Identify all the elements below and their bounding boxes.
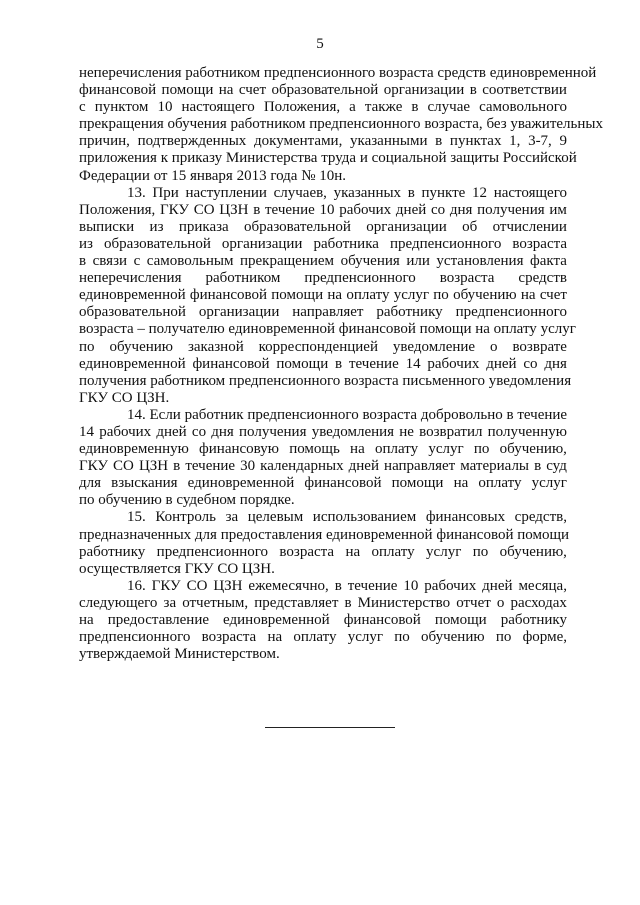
text-line [79, 372, 572, 390]
word: предпенсионного [309, 116, 425, 133]
word: на [350, 441, 369, 458]
word: в [79, 253, 90, 270]
word: на [79, 612, 98, 628]
word: работнику [79, 543, 150, 560]
text-line [79, 424, 567, 441]
word: также [364, 99, 407, 116]
word: финансовой [436, 526, 518, 543]
word: помощь [289, 441, 344, 458]
word: неперечисления [79, 65, 186, 81]
word: Министерство [357, 594, 454, 611]
word: ежемесячно, [248, 577, 333, 594]
word: им [549, 201, 567, 218]
text-line [79, 133, 567, 150]
word: ГКУ [151, 577, 185, 594]
word: получателю [148, 321, 229, 338]
word: об [462, 218, 482, 235]
word: письменного [402, 372, 489, 389]
word: дней [395, 201, 431, 218]
word: предоставления [220, 526, 326, 543]
word: обучению, [499, 441, 567, 458]
word: услуг [347, 629, 387, 646]
paragraph [79, 184, 576, 407]
word: выписки [79, 218, 138, 235]
word: неперечисления [79, 270, 186, 287]
word: соответствии [482, 82, 567, 99]
word: прекращения [79, 116, 168, 133]
text-line [79, 116, 603, 133]
word: на [267, 629, 286, 646]
word: дней [482, 577, 517, 594]
word: услуг [531, 475, 567, 492]
text-line [79, 287, 567, 304]
word: из [149, 218, 168, 235]
word: на [327, 287, 346, 304]
word: о [496, 594, 509, 611]
word: помощи [419, 321, 476, 338]
word: работник [184, 406, 248, 423]
word: взыскания [111, 475, 182, 492]
word: в [334, 577, 346, 594]
word: по [433, 287, 453, 304]
word: рабочих [339, 201, 395, 218]
word: финансовых [425, 509, 509, 526]
word: со [191, 423, 210, 440]
word: возраста [362, 406, 421, 423]
word: о [490, 338, 502, 355]
word: предназначенных [79, 526, 195, 543]
word: финансовой [343, 612, 425, 628]
word: организации [221, 235, 307, 252]
word: рабочих [427, 355, 484, 372]
text-line [79, 595, 567, 612]
word: обучению [453, 287, 521, 304]
word: образовательной [79, 304, 190, 321]
word: заказной [187, 338, 248, 355]
word: на [475, 321, 494, 338]
word: возраста [379, 65, 438, 81]
word: течение [517, 406, 568, 423]
word: связи [92, 253, 131, 270]
word: не [399, 423, 418, 440]
word: в [411, 99, 423, 116]
text-line: по обучению в судебном порядке. [79, 492, 295, 509]
word: получения [477, 201, 549, 218]
word: уведомления [488, 372, 572, 389]
word: При [152, 184, 183, 201]
word: корреспонденцией [258, 338, 382, 355]
word: рабочих [99, 423, 155, 440]
word: образовательной [104, 235, 215, 252]
word: единовременной [187, 475, 299, 492]
word: финансовой [189, 287, 271, 304]
text-line: утверждаемой Министерством. [79, 646, 280, 663]
text-line [79, 458, 567, 475]
word: за [225, 509, 242, 526]
word: причин, [79, 133, 134, 150]
text-line [79, 99, 567, 116]
word: СО [193, 201, 219, 218]
word: услуг [393, 287, 433, 304]
word: самовольным [146, 253, 238, 270]
word: направляет [292, 304, 368, 321]
word: документами, [253, 133, 347, 150]
word: факта [530, 253, 567, 270]
word: и [359, 150, 372, 167]
text-line [79, 339, 567, 356]
text-line [79, 407, 567, 424]
word: помощи [161, 82, 218, 99]
text-line [79, 150, 577, 167]
word: течение [347, 577, 402, 594]
word: добровольно [420, 406, 507, 423]
word: ГКУ [79, 458, 112, 475]
word: установления [436, 253, 528, 270]
word: 14 [405, 355, 425, 372]
word: услуг [540, 321, 576, 338]
word: услуг [428, 441, 468, 458]
word: предпенсионного [304, 270, 420, 287]
word: наступлении [185, 184, 271, 201]
word: течение [265, 201, 319, 218]
word: на [218, 82, 238, 99]
word: предпенсионного [455, 304, 567, 321]
word: суд [546, 458, 567, 475]
word: организации [198, 304, 284, 321]
word: указанными [350, 133, 432, 150]
word: работником [150, 372, 229, 389]
word: отчислении [492, 218, 567, 235]
word: прекращением [240, 253, 338, 270]
word: предпенсионного [79, 629, 195, 646]
text-line [79, 441, 567, 458]
word: финансовой [304, 475, 386, 492]
word: без [486, 116, 511, 133]
word: Контроль [155, 509, 220, 526]
word: работнику [500, 612, 567, 628]
word: счет [539, 287, 567, 304]
word: для [194, 526, 221, 543]
word: уведомления [311, 423, 398, 440]
text-line [79, 202, 567, 219]
word: Положения, [263, 99, 344, 116]
word: отчет [456, 594, 495, 611]
word: предпенсионного [263, 65, 380, 81]
word: – [137, 321, 149, 338]
text-line [79, 612, 567, 629]
word: приказа [178, 218, 233, 235]
word: по [79, 338, 99, 355]
word: ЦЗН [213, 577, 247, 594]
word: дней [486, 355, 521, 372]
word: на [453, 475, 472, 492]
word: финансовую [199, 441, 283, 458]
word: приказу [171, 150, 226, 167]
word: отчетным, [182, 594, 252, 611]
word: в [335, 355, 346, 372]
word: указанных [333, 184, 405, 201]
word: приложения [79, 150, 161, 167]
word: оплату [493, 321, 541, 338]
word: работника [313, 235, 383, 252]
word: течение [348, 355, 403, 372]
word: следующего [79, 594, 162, 611]
word: дня [544, 355, 567, 372]
text-line [79, 185, 567, 202]
word: предпенсионного [247, 406, 363, 423]
word: рабочих [424, 577, 481, 594]
word: единовременной [79, 355, 190, 372]
word: обучению [109, 338, 177, 355]
word: Министерства [225, 150, 322, 167]
word: 30 [240, 458, 259, 475]
text-line [79, 629, 567, 646]
word: единовременной [79, 287, 190, 304]
word: СО [113, 458, 138, 475]
word: оплату [374, 441, 422, 458]
word: дня [211, 423, 238, 440]
text-line [79, 253, 567, 270]
word: ЦЗН [219, 201, 253, 218]
word: возраста [279, 543, 338, 560]
word: организации [366, 218, 451, 235]
word: по [394, 629, 414, 646]
word: ЦЗН [138, 458, 172, 475]
word: образовательной [244, 218, 355, 235]
word: получения [239, 423, 311, 440]
text-line [79, 236, 567, 253]
word: по [473, 441, 494, 458]
text-line [79, 356, 567, 373]
word: работником [230, 116, 310, 133]
word: со [430, 201, 449, 218]
text-line [79, 270, 567, 287]
text-line [79, 82, 567, 99]
word: получения [79, 372, 151, 389]
word: возраста, [424, 116, 487, 133]
word: СО [186, 577, 212, 594]
word: течение [185, 458, 239, 475]
word: дней [156, 423, 191, 440]
word: предоставление [107, 612, 213, 628]
word: 15. [127, 509, 150, 526]
word: труда [321, 150, 360, 167]
word: возвратил [419, 423, 487, 440]
word: помощи [391, 475, 448, 492]
text-line [79, 304, 567, 321]
word: целевым [247, 509, 307, 526]
word: 16. [127, 577, 150, 594]
word: 1, [509, 133, 525, 150]
word: образовательной [271, 82, 383, 99]
word: возврате [512, 338, 567, 355]
word: в [534, 458, 545, 475]
word: в [407, 184, 419, 201]
word: в [344, 594, 356, 611]
word: помощи [271, 287, 327, 304]
word: обучению [421, 629, 489, 646]
word: в [435, 133, 446, 150]
text-line [79, 219, 567, 236]
word: предпенсионного [156, 543, 272, 560]
word: предпенсионного [228, 372, 345, 389]
word: услуг [426, 543, 466, 560]
word: работнику [376, 304, 447, 321]
word: Российской [502, 150, 577, 167]
word: ГКУ [160, 201, 193, 218]
word: оплату [346, 287, 394, 304]
text-line [79, 526, 570, 544]
word: обучению, [499, 543, 567, 560]
word: организации [383, 82, 469, 99]
text-line [79, 475, 567, 492]
word: 13. [127, 184, 150, 201]
word: из [79, 235, 97, 252]
word: обучения [167, 116, 231, 133]
word: материалы [460, 458, 533, 475]
word: уважительных [510, 116, 603, 133]
word: дня [449, 201, 477, 218]
word: возраста [344, 372, 403, 389]
text-line [79, 544, 567, 561]
word: уведомление [392, 338, 479, 355]
word: финансовой [79, 82, 160, 99]
word: возраста [201, 629, 260, 646]
word: 10 [157, 99, 177, 116]
paragraph [79, 65, 603, 185]
word: 3-7, [528, 133, 556, 150]
word: средств [437, 65, 490, 81]
word: 14. [127, 406, 150, 423]
word: в [173, 458, 185, 475]
word: помощи [276, 355, 332, 372]
word: единовременной [489, 65, 597, 81]
word: за [163, 594, 180, 611]
word: а [349, 99, 360, 116]
word: единовременную [79, 441, 193, 458]
word: дней [348, 458, 383, 475]
word: полученную [487, 423, 567, 440]
word: в [469, 82, 481, 99]
word: работником [185, 65, 264, 81]
word: 12 [472, 184, 491, 201]
word: возраста [512, 235, 567, 252]
word: защиты [450, 150, 503, 167]
word: оплату [371, 543, 419, 560]
word: настоящего [493, 184, 567, 201]
word: работником [205, 270, 285, 287]
word: для [79, 475, 105, 492]
word: форме, [522, 629, 567, 646]
word: по [472, 543, 493, 560]
word: оплату [293, 629, 341, 646]
word: помощи [517, 526, 570, 543]
word: со [523, 355, 542, 372]
word: направляет [384, 458, 459, 475]
word: по [495, 629, 516, 646]
paragraph [79, 407, 567, 510]
word: самовольного [479, 99, 567, 116]
word: пунктом [94, 99, 153, 116]
document-body [79, 65, 603, 663]
word: или [406, 253, 434, 270]
word: финансовой [338, 321, 420, 338]
word: 10 [319, 201, 339, 218]
word: календарных [260, 458, 348, 475]
word: на [345, 543, 364, 560]
word: 14 [79, 423, 98, 440]
word: пунктах [449, 133, 506, 150]
paragraph [79, 578, 567, 663]
word: единовременной [223, 612, 334, 628]
word: в [506, 406, 518, 423]
word: 9 [559, 133, 567, 150]
word: с [133, 253, 144, 270]
text-line [79, 578, 567, 595]
word: средств, [514, 509, 567, 526]
word: расходах [510, 594, 567, 611]
text-line: осуществляется ГКУ СО ЦЗН. [79, 560, 275, 577]
word: возраста [79, 321, 138, 338]
word: пункте [421, 184, 470, 201]
word: использованием [312, 509, 420, 526]
word: к [160, 150, 172, 167]
word: с [79, 99, 90, 116]
word: единовременной [325, 526, 437, 543]
word: помощи [434, 612, 491, 628]
word: подтвержденных [137, 133, 251, 150]
word: Положения, [79, 201, 160, 218]
text-line [79, 321, 576, 338]
word: представляет [254, 594, 343, 611]
word: возраста [439, 270, 499, 287]
word: 10 [403, 577, 423, 594]
word: социальной [371, 150, 451, 167]
paragraph [79, 509, 570, 577]
word: Если [149, 406, 185, 423]
word: предпенсионного [389, 235, 506, 252]
word: случае [427, 99, 474, 116]
word: на [520, 287, 540, 304]
word: месяца, [518, 577, 567, 594]
word: средств [518, 270, 567, 287]
text-line [79, 509, 567, 526]
word: счет [238, 82, 270, 99]
word: в [253, 201, 265, 218]
word: случаев, [273, 184, 331, 201]
text-line: ГКУ СО ЦЗН. [79, 389, 170, 406]
text-line [79, 65, 597, 82]
page-number: 5 [316, 36, 324, 52]
word: единовременной [228, 321, 339, 338]
word: финансовой [192, 355, 274, 372]
text-line: Федерации от 15 января 2013 года № 10н. [79, 167, 347, 184]
word: настоящего [181, 99, 259, 116]
word: обучения [340, 253, 404, 270]
end-divider [265, 727, 395, 728]
word: оплату [478, 475, 526, 492]
